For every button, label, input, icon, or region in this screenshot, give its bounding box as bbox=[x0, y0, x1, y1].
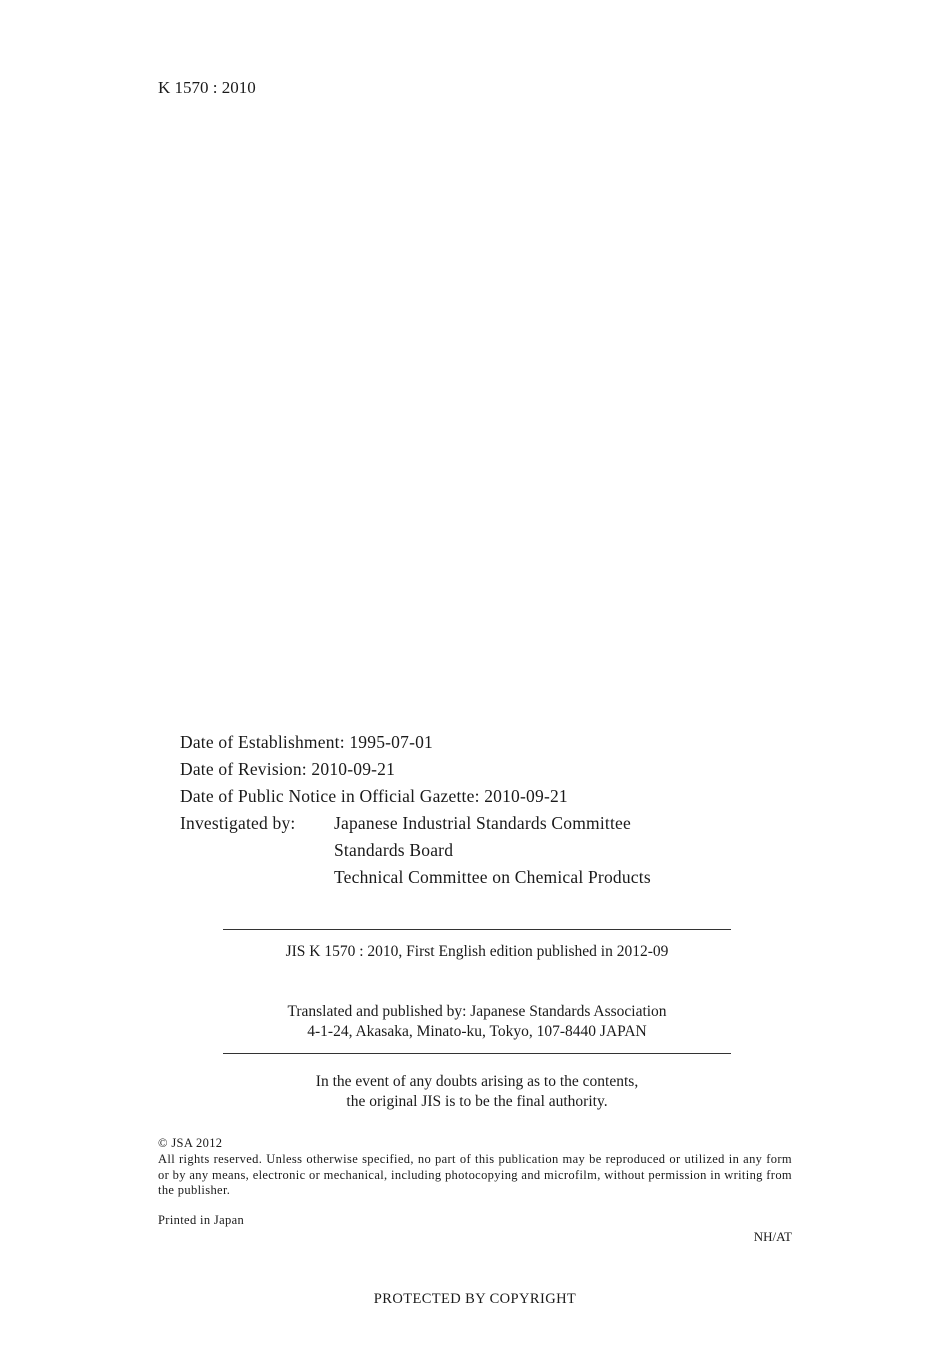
document-id: K 1570 : 2010 bbox=[158, 78, 256, 97]
investigated-by-label: Investigated by: bbox=[180, 813, 296, 833]
edition-line: JIS K 1570 : 2010, First English edition published in 2012-09 bbox=[285, 943, 669, 960]
document-code: NH/AT bbox=[753, 1229, 792, 1244]
publisher-address: 4-1-24, Akasaka, Minato-ku, Tokyo, 107-8440 JAPAN bbox=[307, 1023, 647, 1040]
date-of-establishment: Date of Establishment: 1995-07-01 bbox=[180, 732, 434, 752]
investigated-by-committee: Japanese Industrial Standards Committee bbox=[334, 813, 631, 833]
date-of-public-notice: Date of Public Notice in Official Gazette: 2010-09-21 bbox=[180, 786, 568, 806]
investigated-by-board: Standards Board bbox=[334, 840, 454, 860]
publisher-line: Translated and published by: Japanese Standards Association bbox=[287, 1003, 667, 1020]
printed-in: Printed in Japan bbox=[158, 1213, 245, 1227]
investigated-by-technical-committee: Technical Committee on Chemical Products bbox=[334, 867, 651, 887]
date-of-revision: Date of Revision: 2010-09-21 bbox=[180, 759, 396, 779]
divider-top bbox=[223, 929, 731, 930]
divider-bottom bbox=[223, 1053, 731, 1054]
rights-statement: All rights reserved. Unless otherwise specified, no part of this publication may be reproduced or utilized in any form or by any means, electronic or mechanical, including photocopying and microfilm, without permission in writing from the publisher. bbox=[158, 1152, 792, 1197]
protected-by-copyright: PROTECTED BY COPYRIGHT bbox=[373, 1291, 577, 1307]
authority-line-2: the original JIS is to be the final authority. bbox=[346, 1093, 608, 1110]
copyright-notice: © JSA 2012 bbox=[158, 1136, 223, 1150]
authority-line-1: In the event of any doubts arising as to the contents, bbox=[315, 1073, 639, 1090]
